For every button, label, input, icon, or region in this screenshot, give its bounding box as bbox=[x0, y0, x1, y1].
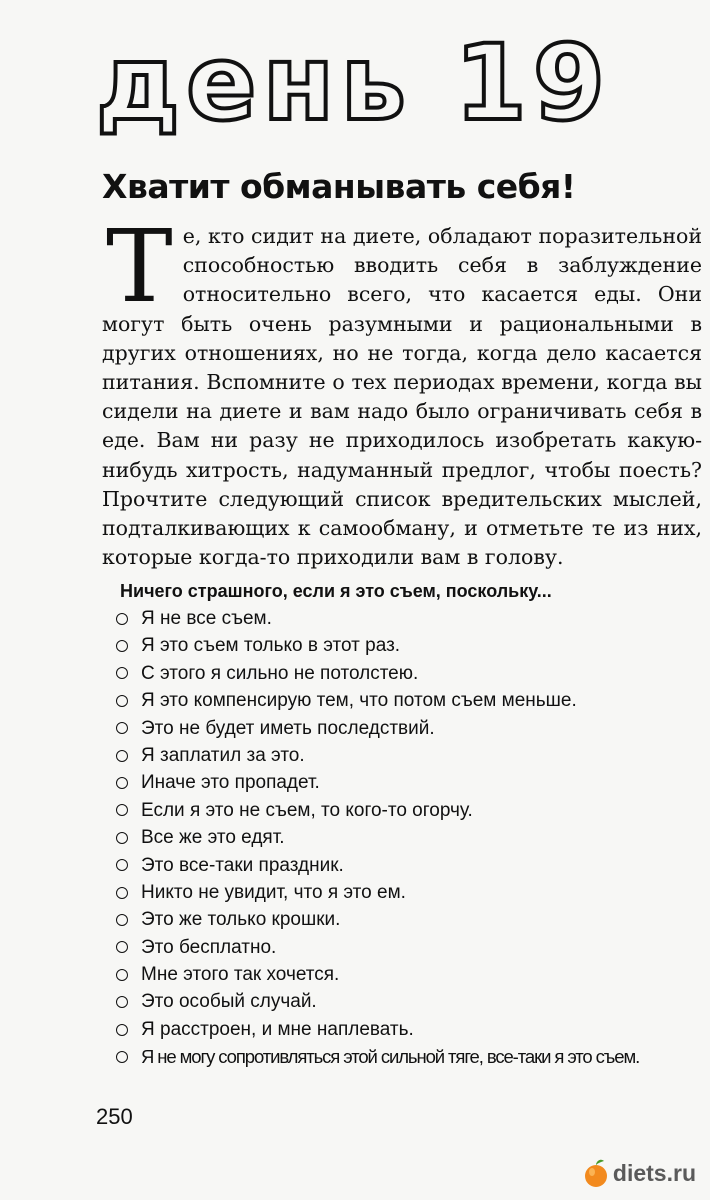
drop-cap-letter: Т bbox=[106, 208, 173, 325]
checkbox-circle-icon[interactable] bbox=[116, 887, 128, 899]
checkbox-circle-icon[interactable] bbox=[116, 613, 128, 625]
article-title: Хватит обманывать себя! bbox=[102, 167, 576, 206]
checklist-item-text: Это все-таки праздник. bbox=[141, 854, 344, 876]
checkbox-circle-icon[interactable] bbox=[116, 750, 128, 762]
checklist-item-text: Никто не увидит, что я это ем. bbox=[141, 881, 406, 903]
checklist-item-text: Я не могу сопротивляться этой сильной тяге, все-таки я это съем. bbox=[141, 1046, 640, 1068]
checklist-item bbox=[116, 605, 706, 632]
checklist-item bbox=[116, 715, 706, 742]
checklist-item-text: Если я это не съем, то кого-то огорчу. bbox=[141, 799, 473, 821]
intro-paragraph bbox=[102, 208, 702, 572]
chapter-day-heading: день 19 bbox=[96, 22, 612, 144]
checkbox-circle-icon[interactable] bbox=[116, 640, 128, 652]
checklist-item bbox=[116, 1016, 706, 1043]
checkbox-circle-icon[interactable] bbox=[116, 859, 128, 871]
checklist-item bbox=[116, 988, 706, 1015]
checklist-item bbox=[116, 934, 706, 961]
page-number: 250 bbox=[96, 1104, 133, 1129]
checkbox-circle-icon[interactable] bbox=[116, 695, 128, 707]
checklist-item bbox=[116, 879, 706, 906]
checkbox-circle-icon[interactable] bbox=[116, 1051, 128, 1063]
checklist-item-text: Мне этого так хочется. bbox=[141, 964, 340, 986]
fruit-logo-icon bbox=[583, 1158, 609, 1188]
checklist-item bbox=[116, 632, 706, 659]
checklist-item bbox=[116, 852, 706, 879]
checkbox-circle-icon[interactable] bbox=[116, 804, 128, 816]
checklist-item bbox=[116, 906, 706, 933]
checklist-item-text: Это бесплатно. bbox=[141, 936, 277, 958]
checklist-item-text: Я это съем только в этот раз. bbox=[141, 635, 401, 657]
checklist-item-text: Это же только крошки. bbox=[141, 909, 341, 931]
checklist-item-text: Иначе это пропадет. bbox=[141, 772, 320, 794]
checkbox-circle-icon[interactable] bbox=[116, 832, 128, 844]
checklist-item bbox=[116, 824, 706, 851]
checklist-item-text: С этого я сильно не потолстею. bbox=[141, 662, 419, 684]
checklist-item-text: Это особый случай. bbox=[141, 991, 317, 1013]
checklist-item bbox=[116, 742, 706, 769]
checklist-item bbox=[116, 769, 706, 796]
paragraph-text: е, кто сидит на диете, обладают поразительной способностью вводить себя в заблуждение относительно всего, что касается еды. Они могут быть очень разумными и рациональными в других отношениях, но не тогда, когда дело касается питания. Вспомните о тех периодах времени, когда вы сидели на диете и вам надо было ограничивать себя в еде. Вам ни разу не приходилось изобретать какую-нибудь хитрость, надуманный предлог, чтобы поесть? Прочтите следующий список вредительских мыслей, подталкивающих к самообману, и отметьте те из них, которые когда-то приходили вам в голову. bbox=[102, 224, 702, 570]
checklist-item bbox=[116, 797, 706, 824]
diets-ru-watermark bbox=[583, 1158, 696, 1188]
checkbox-circle-icon[interactable] bbox=[116, 941, 128, 953]
checklist-item bbox=[116, 1043, 706, 1070]
checklist-heading: Ничего страшного, если я это съем, поскольку... bbox=[120, 581, 552, 601]
checkbox-circle-icon[interactable] bbox=[116, 914, 128, 926]
checklist-item bbox=[116, 687, 706, 714]
checklist-item-text: Я не все съем. bbox=[141, 608, 272, 629]
watermark-text: diets.ru bbox=[612, 1159, 696, 1186]
checkbox-circle-icon[interactable] bbox=[116, 667, 128, 679]
checklist-item-text: Я заплатил за это. bbox=[141, 744, 305, 766]
checklist-item-text: Это не будет иметь последствий. bbox=[141, 717, 435, 739]
checklist-item-text: Я расстроен, и мне наплевать. bbox=[141, 1018, 414, 1040]
checkbox-circle-icon[interactable] bbox=[116, 1024, 128, 1036]
checkbox-circle-icon[interactable] bbox=[116, 777, 128, 789]
checklist-item-text: Я это компенсирую тем, что потом съем меньше. bbox=[141, 690, 577, 712]
checkbox-circle-icon[interactable] bbox=[116, 996, 128, 1008]
checkbox-circle-icon[interactable] bbox=[116, 969, 128, 981]
checklist-item bbox=[116, 660, 706, 687]
checklist-item bbox=[116, 961, 706, 988]
checklist-item-text: Все же это едят. bbox=[141, 827, 285, 849]
self-deception-checklist bbox=[116, 605, 706, 1071]
checkbox-circle-icon[interactable] bbox=[116, 722, 128, 734]
